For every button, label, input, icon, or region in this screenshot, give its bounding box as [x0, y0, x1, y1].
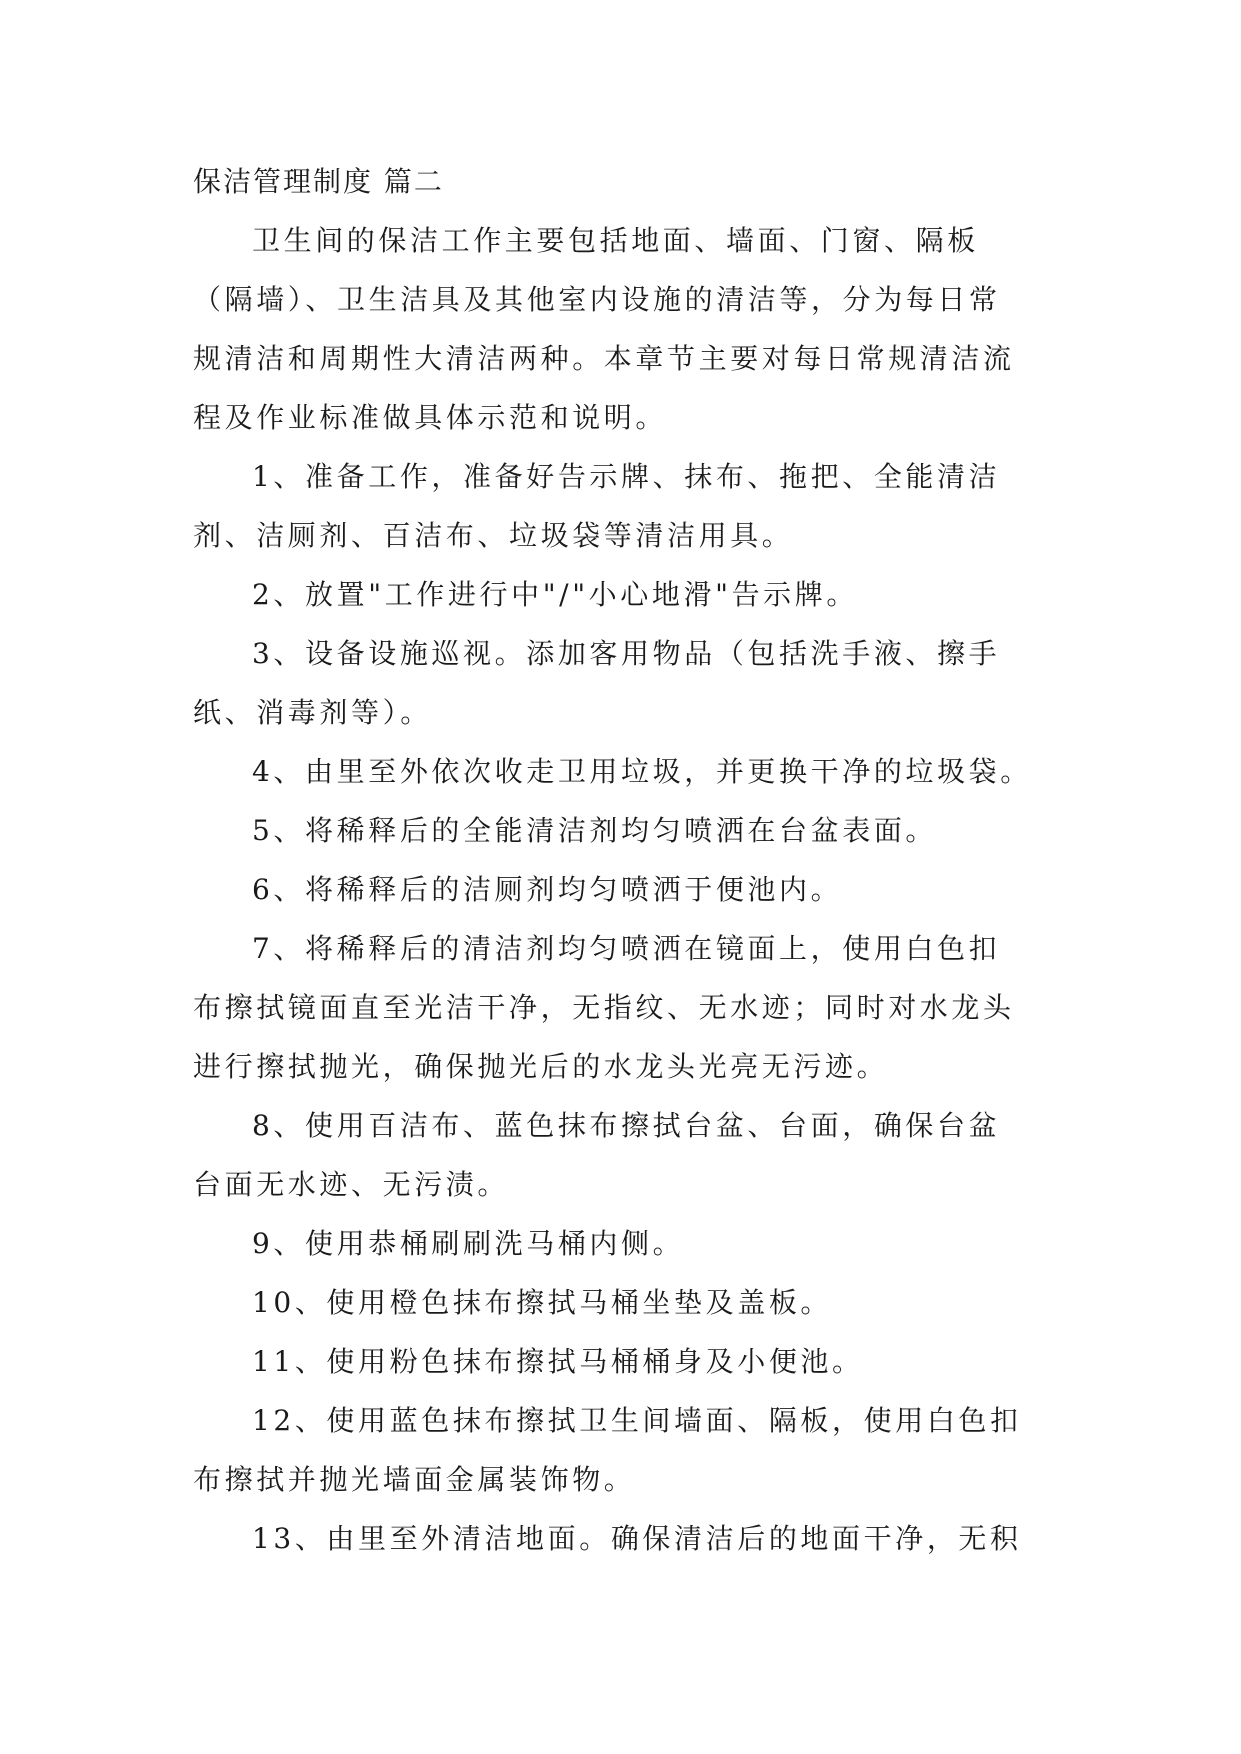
paragraph-line: 布擦拭并抛光墙面金属装饰物。: [193, 1463, 636, 1496]
paragraph-line: 4、由里至外依次收走卫用垃圾，并更换干净的垃圾袋。: [252, 755, 1032, 788]
paragraph-line: 纸、消毒剂等）。: [193, 696, 432, 729]
paragraph-line: 卫生间的保洁工作主要包括地面、墙面、门窗、隔板: [252, 224, 979, 257]
paragraph-line: 6、将稀释后的洁厕剂均匀喷洒于便池内。: [252, 873, 843, 906]
paragraph-line: 10、使用橙色抹布擦拭马桶坐垫及盖板。: [252, 1286, 833, 1319]
paragraph-line: 规清洁和周期性大清洁两种。本章节主要对每日常规清洁流: [193, 342, 1015, 375]
paragraph-line: 13、由里至外清洁地面。确保清洁后的地面干净，无积: [252, 1522, 1022, 1555]
paragraph-line: 进行擦拭抛光，确保抛光后的水龙头光亮无污迹。: [193, 1050, 889, 1083]
paragraph-line: 5、将稀释后的全能清洁剂均匀喷洒在台盆表面。: [252, 814, 938, 847]
paragraph-line: 剂、洁厕剂、百洁布、垃圾袋等清洁用具。: [193, 519, 794, 552]
paragraph-line: 程及作业标准做具体示范和说明。: [193, 401, 668, 434]
paragraph-line: 12、使用蓝色抹布擦拭卫生间墙面、隔板，使用白色扣: [252, 1404, 1022, 1437]
paragraph-line: （隔墙）、卫生洁具及其他室内设施的清洁等，分为每日常: [193, 283, 1001, 316]
paragraph-line: 11、使用粉色抹布擦拭马桶桶身及小便池。: [252, 1345, 864, 1378]
document-title: 保洁管理制度 篇二: [193, 165, 444, 198]
paragraph-line: 8、使用百洁布、蓝色抹布擦拭台盆、台面，确保台盆: [252, 1109, 1001, 1142]
paragraph-line: 2、放置"工作进行中"/"小心地滑"告示牌。: [252, 578, 858, 611]
paragraph-line: 9、使用恭桶刷刷洗马桶内侧。: [252, 1227, 685, 1260]
paragraph-line: 布擦拭镜面直至光洁干净，无指纹、无水迹；同时对水龙头: [193, 991, 1015, 1024]
paragraph-line: 1、准备工作，准备好告示牌、抹布、拖把、全能清洁: [252, 460, 1001, 493]
paragraph-line: 7、将稀释后的清洁剂均匀喷洒在镜面上，使用白色扣: [252, 932, 1001, 965]
paragraph-line: 3、设备设施巡视。添加客用物品（包括洗手液、擦手: [252, 637, 1001, 670]
paragraph-line: 台面无水迹、无污渍。: [193, 1168, 510, 1201]
